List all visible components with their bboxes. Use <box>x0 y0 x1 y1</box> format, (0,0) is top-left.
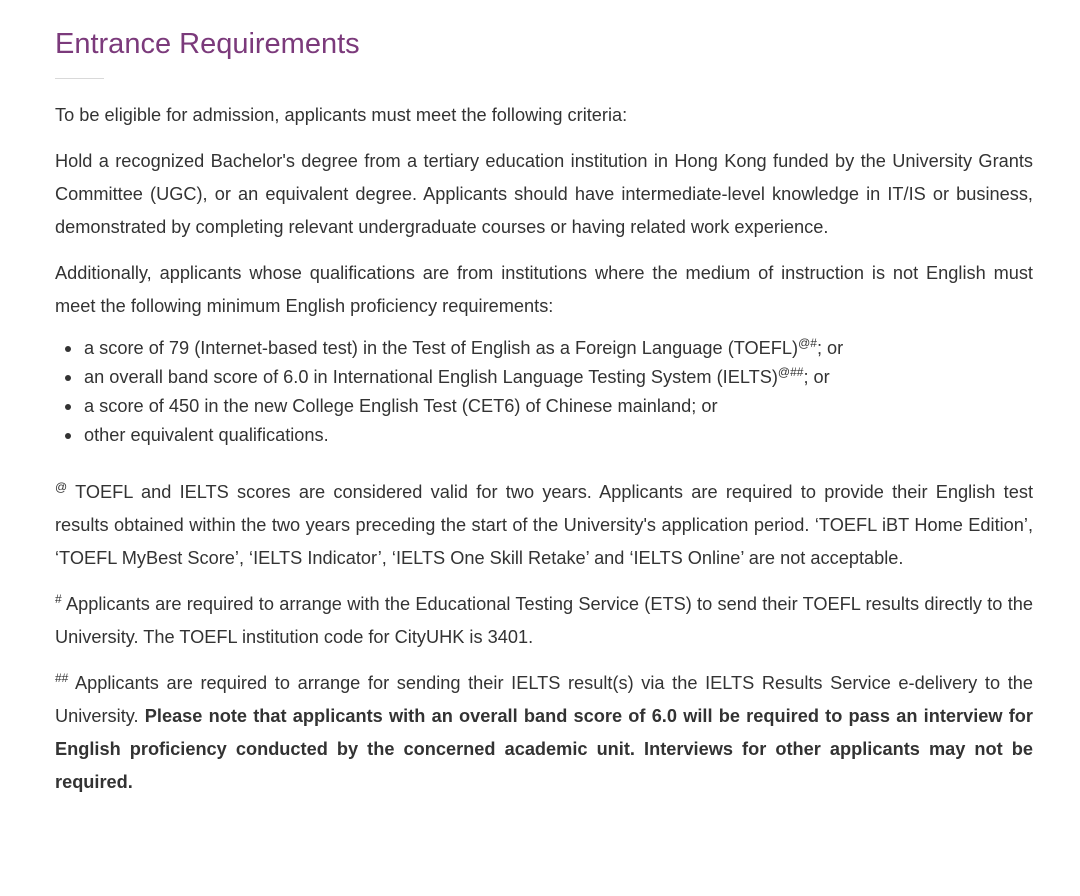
note-text: TOEFL and IELTS scores are considered valid for two years. Applicants are required to provide their English test results obtained within the two years preceding the start of the University's application period. ‘TOEFL iBT Home Edition’, ‘TOEFL MyBest Score’, ‘IELTS Indicator’, ‘IELTS One Skill Retake’ and ‘IELTS Online’ are not acceptable. <box>55 482 1033 568</box>
section-title: Entrance Requirements <box>55 28 360 60</box>
list-item-text: a score of 79 (Internet-based test) in the Test of English as a Foreign Language (TOEFL) <box>84 338 799 358</box>
list-item-tail: ; or <box>803 367 830 387</box>
english-requirement-text: Additionally, applicants whose qualifications are from institutions where the medium of instruction is not English must meet the following minimum English proficiency requirements: <box>55 263 1033 316</box>
list-item-text: other equivalent qualifications. <box>84 425 329 445</box>
entrance-requirements-section <box>55 24 1033 812</box>
footnote-marker: ## <box>55 670 69 685</box>
footnote-marker: @# <box>798 335 817 350</box>
title-underline-divider <box>55 78 104 79</box>
list-item <box>55 421 1033 450</box>
english-proficiency-list <box>55 334 1033 450</box>
list-item-text: a score of 450 in the new College English Test (CET6) of Chinese mainland; or <box>84 396 718 416</box>
footnote-marker: # <box>55 591 62 606</box>
note-hash-toefl <box>55 588 1033 654</box>
note-at-validity <box>55 476 1033 575</box>
list-item <box>55 363 1033 392</box>
degree-requirement-text: Hold a recognized Bachelor's degree from a tertiary education institution in Hong Kong funded by the University Grants Committee (UGC), or an equivalent degree. Applicants should have intermediate-level knowledge in IT/IS or business, demonstrated by completing relevant undergraduate courses or having related work experience. <box>55 151 1033 237</box>
note-text: Applicants are required to arrange for sending their IELTS result(s) via the IELTS Results Service e-delivery to the University. <box>55 673 1033 726</box>
note-bold-text: Please note that applicants with an overall band score of 6.0 will be required to pass an interview for English proficiency conducted by the concerned academic unit. Interviews for other applicants may not be required. <box>55 706 1033 792</box>
note-double-hash-ielts <box>55 667 1033 799</box>
note-text: Applicants are required to arrange with the Educational Testing Service (ETS) to send their TOEFL results directly to the University. The TOEFL institution code for CityUHK is 3401. <box>55 594 1033 647</box>
list-item-tail: ; or <box>816 338 844 358</box>
footnote-marker: @ <box>55 479 68 494</box>
intro-text: To be eligible for admission, applicants must meet the following criteria: <box>55 105 628 125</box>
footnote-marker: @## <box>777 364 804 379</box>
list-item <box>55 392 1033 421</box>
list-item <box>55 334 1033 363</box>
list-item-text: an overall band score of 6.0 in International English Language Testing System (IELTS) <box>84 367 778 387</box>
english-proficiency-list-wrapper <box>55 334 1033 450</box>
